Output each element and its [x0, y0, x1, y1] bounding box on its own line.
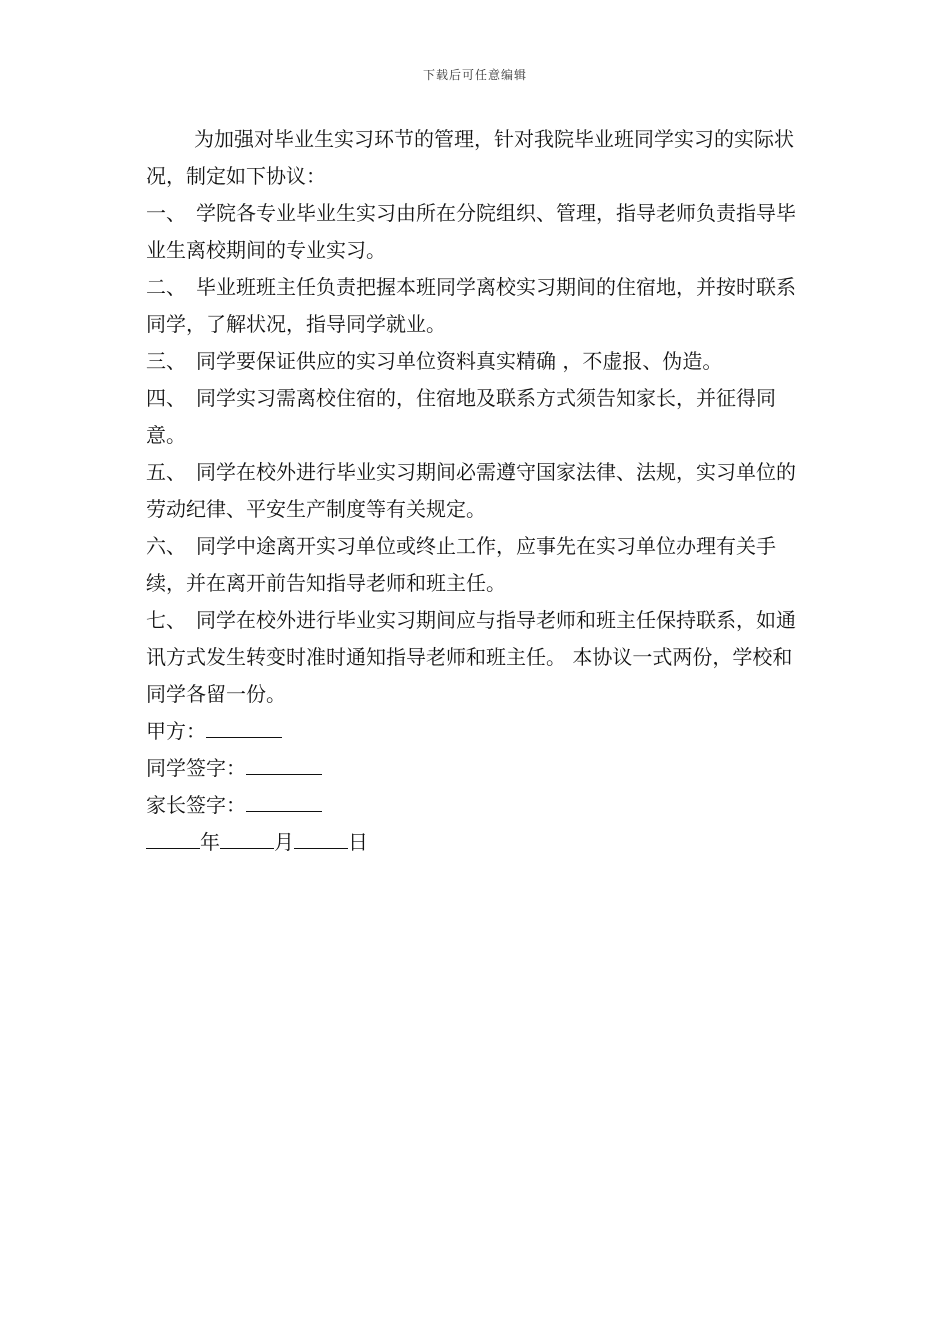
parent-signature-blank[interactable]: [246, 787, 322, 812]
parent-signature-label: 家长签字：: [146, 793, 246, 817]
clause-text: 同学在校外进行毕业实习期间必需遵守国家法律、法规，实习单位的劳动纪律、平安生产制度等有关规定。: [146, 460, 796, 521]
clause-number: 二、: [146, 275, 186, 299]
clause-6: [146, 528, 811, 602]
clause-number: 三、: [146, 349, 186, 373]
clause-text: 同学要保证供应的实习单位资料真实精确 ，不虚报、伪造。: [196, 349, 723, 373]
clause-text: 同学实习需离校住宿的，住宿地及联系方式须告知家长，并征得同意。: [146, 386, 776, 447]
clause-text: 同学中途离开实习单位或终止工作，应事先在实习单位办理有关手续，并在离开前告知指导老师和班主任。: [146, 534, 776, 595]
party-a-blank[interactable]: [206, 713, 282, 738]
clause-5: [146, 454, 811, 528]
day-label: 日: [348, 830, 368, 854]
parent-signature: [146, 787, 811, 824]
clause-2: [146, 269, 811, 343]
student-signature: [146, 750, 811, 787]
clause-1: [146, 195, 811, 269]
clause-text: 同学在校外进行毕业实习期间应与指导老师和班主任保持联系，如通讯方式发生转变时准时通知指导老师和班主任。 本协议一式两份，学校和同学各留一份。: [146, 608, 796, 706]
day-blank[interactable]: [294, 824, 348, 849]
month-label: 月: [274, 830, 294, 854]
clause-number: 五、: [146, 460, 186, 484]
party-a-label: 甲方：: [146, 719, 206, 743]
clause-7: [146, 602, 811, 713]
document-body: [146, 121, 811, 861]
clause-number: 一、: [146, 201, 186, 225]
clause-3: [146, 343, 811, 380]
party-a-signature: [146, 713, 811, 750]
clause-text: 学院各专业毕业生实习由所在分院组织、管理，指导老师负责指导毕业生离校期间的专业实习。: [146, 201, 796, 262]
intro-paragraph: 为加强对毕业生实习环节的管理，针对我院毕业班同学实习的实际状况，制定如下协议：: [146, 127, 794, 188]
year-blank[interactable]: [146, 824, 200, 849]
clause-number: 六、: [146, 534, 186, 558]
clause-number: 七、: [146, 608, 186, 632]
student-signature-label: 同学签字：: [146, 756, 246, 780]
month-blank[interactable]: [220, 824, 274, 849]
clause-4: [146, 380, 811, 454]
header-note: 下载后可任意编辑: [422, 68, 527, 82]
student-signature-blank[interactable]: [246, 750, 322, 775]
clause-text: 毕业班班主任负责把握本班同学离校实习期间的住宿地，并按时联系同学，了解状况，指导同学就业。: [146, 275, 796, 336]
year-label: 年: [200, 830, 220, 854]
date-line: [146, 824, 811, 861]
clause-number: 四、: [146, 386, 186, 410]
